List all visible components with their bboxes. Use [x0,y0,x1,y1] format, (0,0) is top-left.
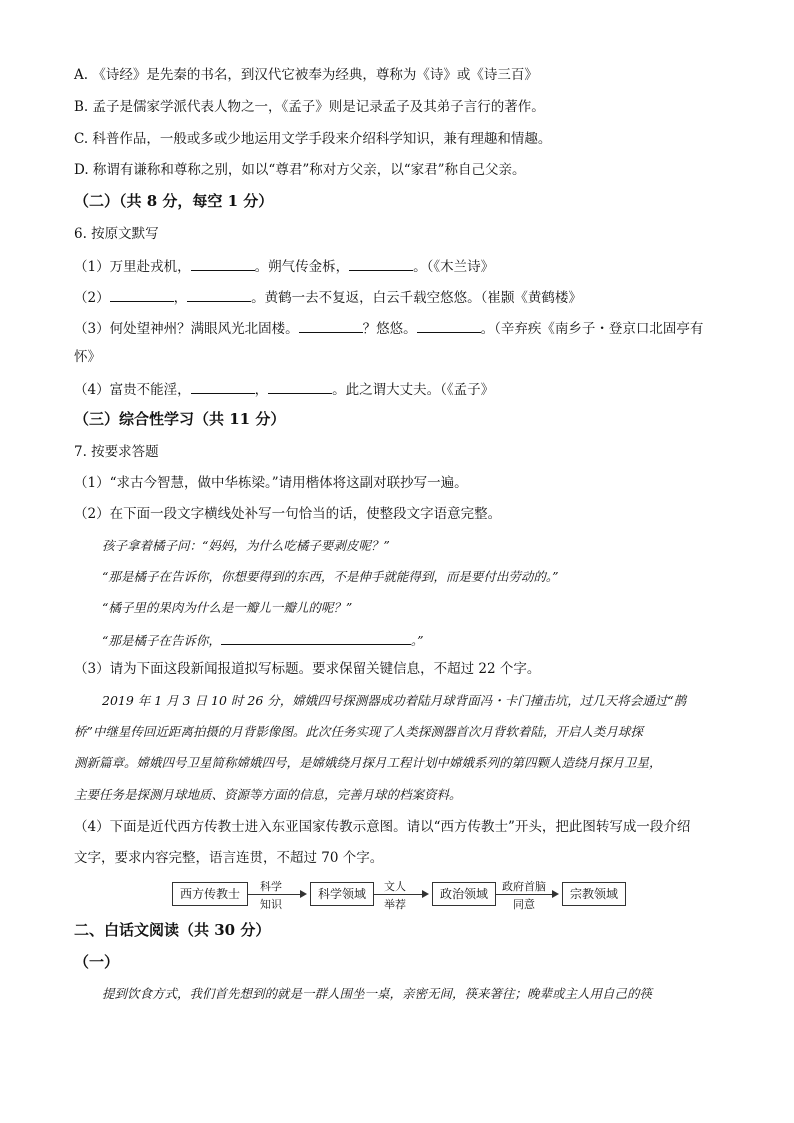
q6-item-3: （3）何处望神州？满眼风光北固楼。 ？悠悠。 。（辛弃疾《南乡子・登京口北固亭有 [74,318,703,338]
flow-arrow-2-bottom: 举荐 [384,898,406,911]
flow-box-politics: 政治领域 [432,882,496,906]
blank [110,287,174,302]
blank [299,318,363,333]
blank [191,379,255,394]
flow-arrow-2-top: 文人 [384,880,406,893]
flow-arrow-1-bottom: 知识 [260,898,282,911]
section-2-heading: （二）（共 8 分，每空 1 分） [74,192,274,210]
q7-part-2: （2）在下面一段文字横线处补写一句恰当的话，使整段文字语意完整。 [74,506,502,522]
q7-part-3: （3）请为下面这段新闻报道拟写标题。要求保留关键信息，不超过 22 个字。 [74,661,541,677]
news-line-2: 桥”中继星传回近距离拍摄的月背影像图。此次任务实现了人类探测器首次月背软着陆，开启人类月球探 [74,724,643,739]
flow-box-missionary: 西方传教士 [172,882,248,906]
blank [191,256,255,271]
flow-arrow-2-head [422,890,429,898]
passage-line-1: 提到饮食方式，我们首先想到的就是一群人围坐一桌，亲密无间，筷来箸往；晚辈或主人用自己的筷 [102,986,653,1001]
blank [349,256,413,271]
blank [221,630,411,645]
q6-item-4: （4）富贵不能淫， ， 。此之谓大丈夫。（《孟子》 [74,379,494,399]
flow-box-religion: 宗教领域 [562,882,626,906]
q6-item-3-cont: 怀》 [74,349,101,365]
blank [417,318,481,333]
blank [187,287,251,302]
q7-part-1: （1）“求古今智慧，做中华栋梁。”请用楷体将这副对联抄写一遍。 [74,475,468,491]
news-line-1: 2019 年 1 月 3 日 10 时 26 分，嫦娥四号探测器成功着陆月球背面冯・卡门撞击坑，过几天将会通过“鹊 [102,693,687,708]
news-line-3: 测新篇章。嫦娥四号卫星简称嫦娥四号，是嫦娥绕月探月工程计划中嫦娥系列的第四颗人造绕月探月卫星， [74,755,662,770]
part-2-subheading: （一） [74,953,120,971]
flow-arrow-3-bottom: 同意 [513,898,535,911]
dialog-line-4: “那是橘子在告诉你， 。” [102,630,424,650]
q6-title: 6. 按原文默写 [74,226,159,242]
flow-arrow-3-line [496,894,552,895]
option-b: B. 孟子是儒家学派代表人物之一，《孟子》则是记录孟子及其弟子言行的著作。 [74,99,545,115]
dialog-line-1: 孩子拿着橘子问：“妈妈，为什么吃橘子要剥皮呢？” [102,538,390,553]
section-3-heading: （三）综合性学习（共 11 分） [74,410,286,428]
flow-arrow-3-top: 政府首脑 [502,880,546,893]
option-a: A. 《诗经》是先秦的书名，到汉代它被奉为经典，尊称为《诗》或《诗三百》 [74,67,538,83]
q7-part-4-cont: 文字，要求内容完整，语言连贯，不超过 70 个字。 [74,850,384,866]
part-2-heading: 二、白话文阅读（共 30 分） [74,921,271,939]
flow-arrow-1-head [300,890,307,898]
flow-arrow-1-line [248,894,300,895]
flow-box-science: 科学领域 [310,882,374,906]
flow-arrow-2-line [374,894,422,895]
blank [268,379,332,394]
q7-part-4: （4）下面是近代西方传教士进入东亚国家传教示意图。请以“西方传教士”开头，把此图转写成一段介绍 [74,819,691,835]
option-c: C. 科普作品，一般或多或少地运用文学手段来介绍科学知识，兼有理趣和情趣。 [74,131,552,147]
dialog-line-3: “橘子里的果肉为什么是一瓣儿一瓣儿的呢？” [102,600,353,615]
option-d: D. 称谓有谦称和尊称之别，如以“尊君”称对方父亲，以“家君”称自己父亲。 [74,162,526,178]
news-line-4: 主要任务是探测月球地质、资源等方面的信息，完善月球的档案资料。 [74,787,462,802]
flow-arrow-1-top: 科学 [260,880,282,893]
q6-item-2: （2） ， 。黄鹤一去不复返，白云千载空悠悠。（崔颢《黄鹤楼》 [74,287,582,307]
q6-item-1: （1）万里赴戎机， 。朔气传金柝， 。（《木兰诗》 [74,256,494,276]
dialog-line-2: “那是橘子在告诉你，你想要得到的东西，不是伸手就能得到，而是要付出劳动的。” [102,569,559,584]
q7-title: 7. 按要求答题 [74,444,159,460]
